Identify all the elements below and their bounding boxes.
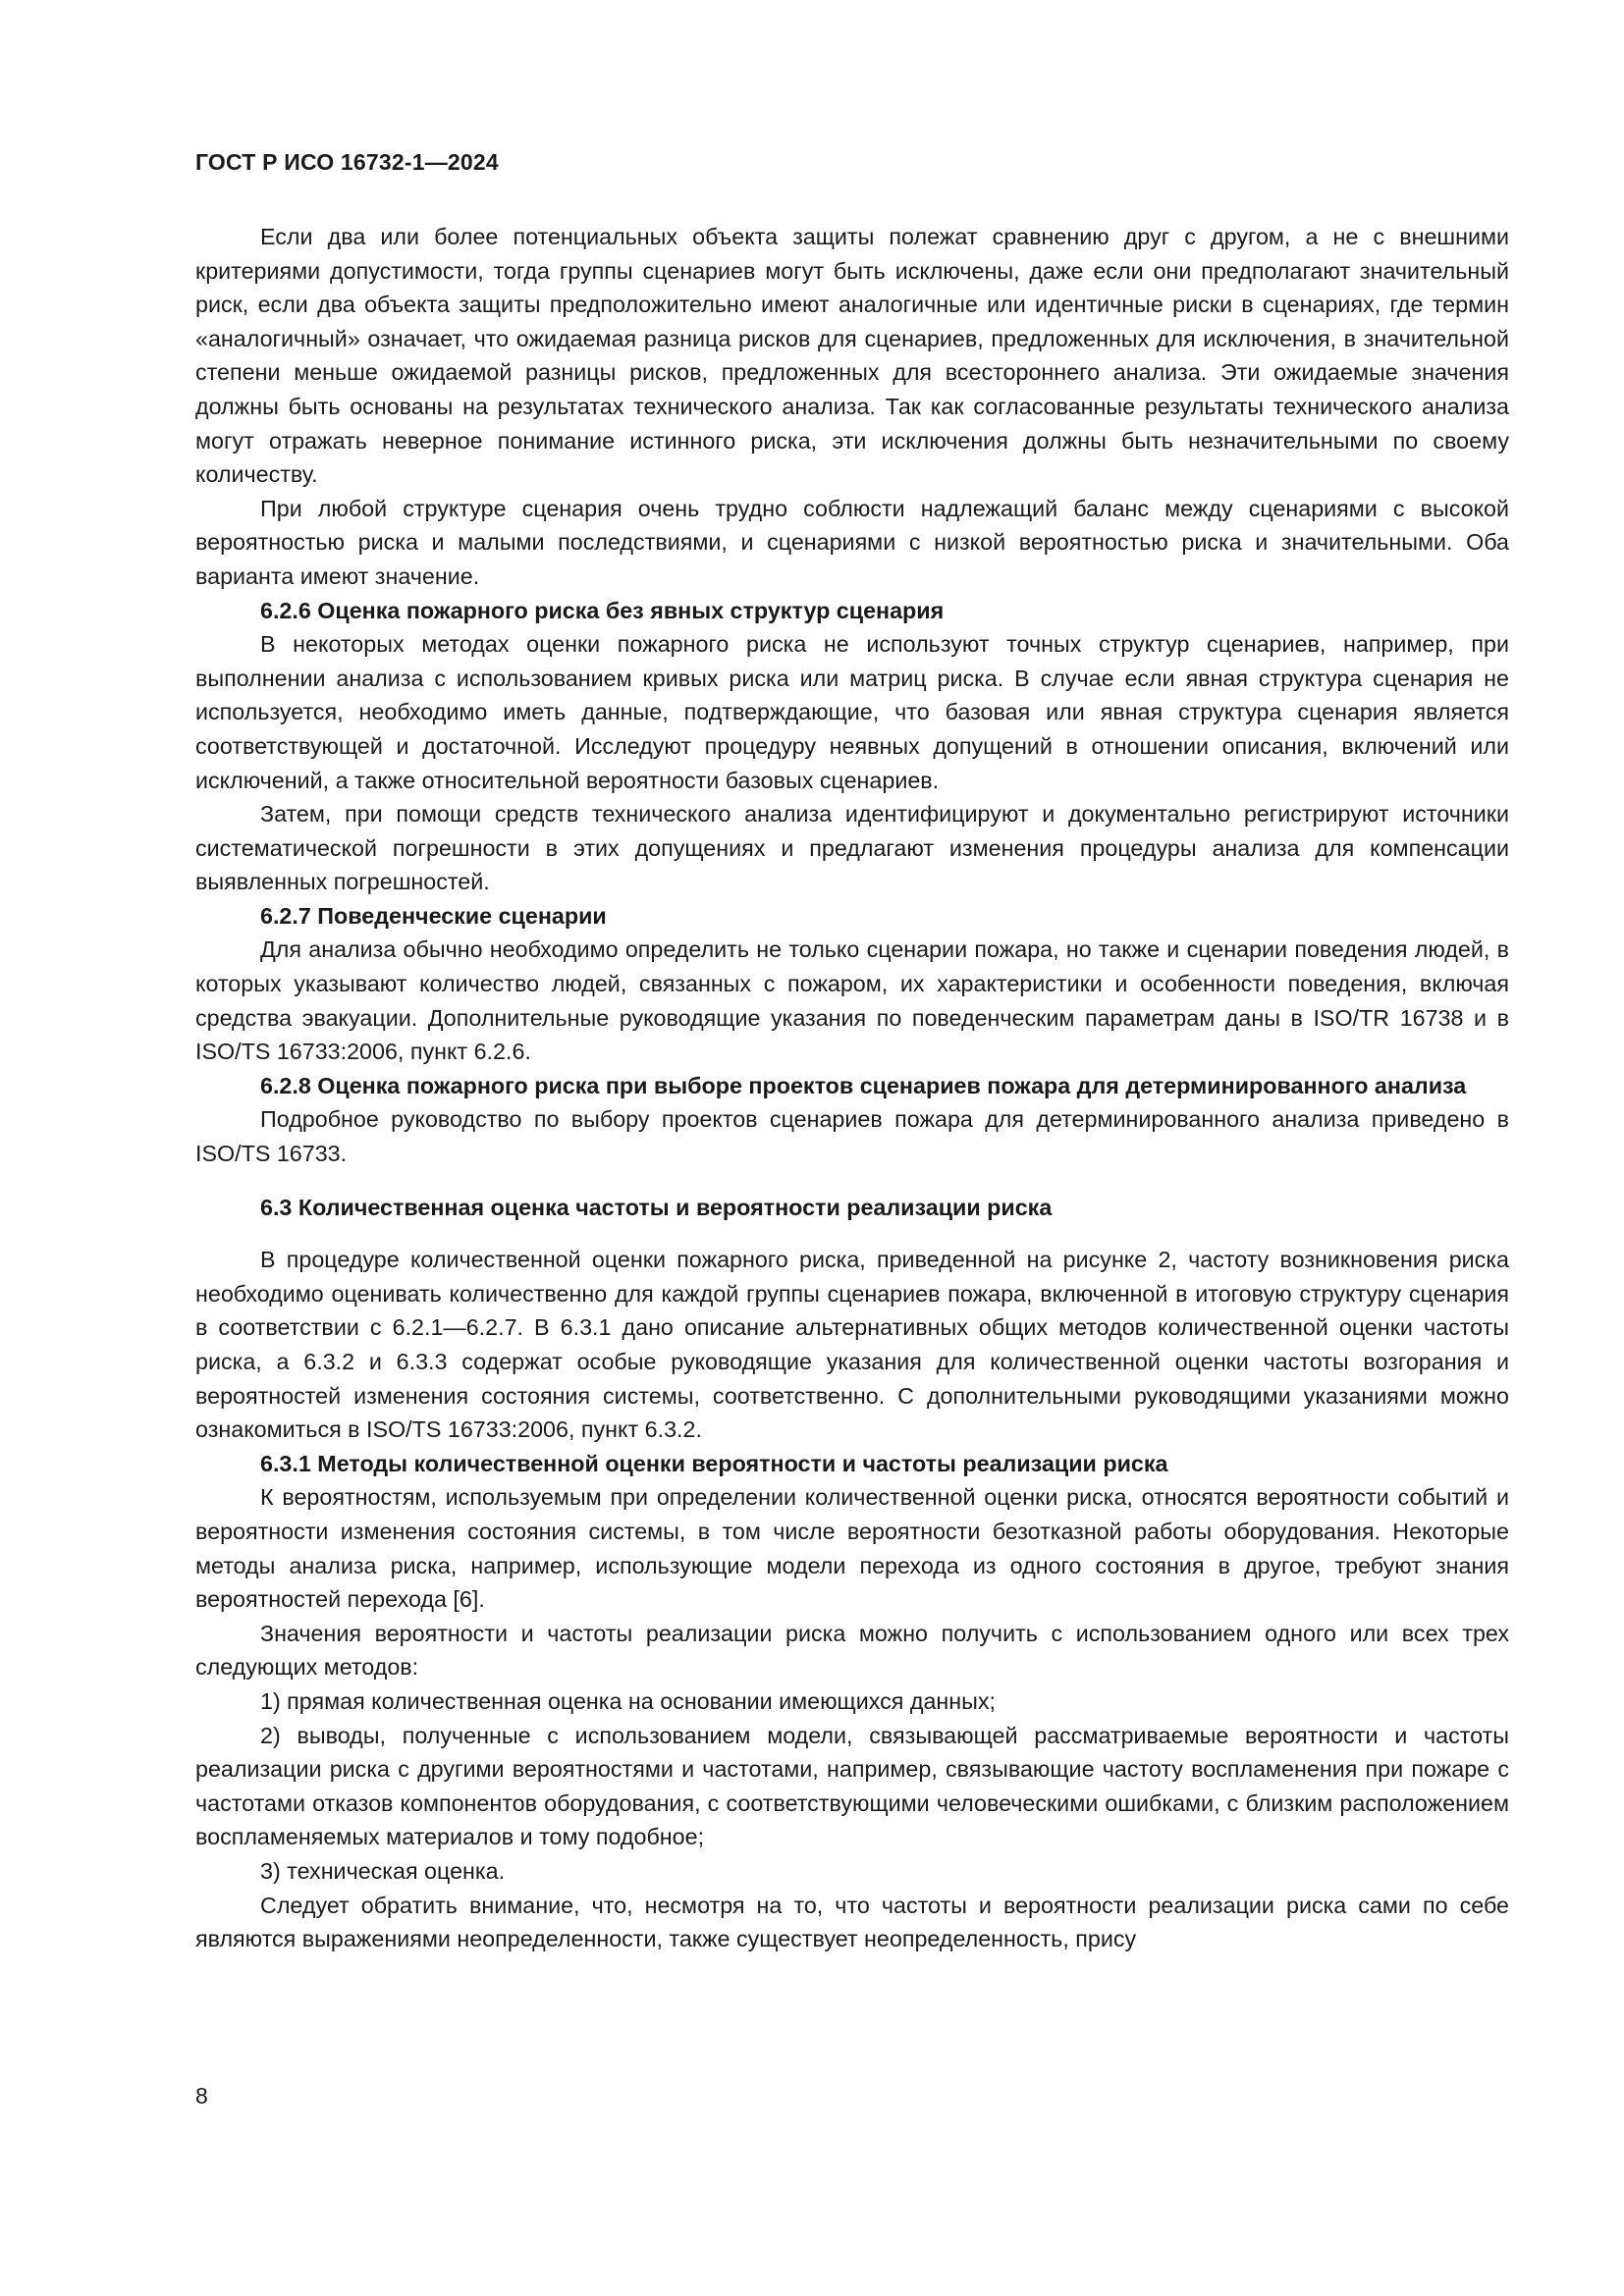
list-item: 3) техническая оценка.: [260, 1857, 506, 1884]
subsection-heading: 6.3.1 Методы количественной оценки вероятности и частоты реализации риска: [260, 1450, 1168, 1476]
paragraph: Подробное руководство по выбору проектов сценариев пожара для детерминированного анализа приведено в ISO/TS 16733.: [195, 1106, 1509, 1167]
standard-header: ГОСТ Р ИСО 16732-1—2024: [195, 149, 499, 175]
paragraph: В некоторых методах оценки пожарного риска не используют точных структур сценариев, например, при выполнении анализа с использованием кривых риска или матриц риска. В случае если явная структура сценария не используется, необходимо иметь данные, подтверждающие, что базовая или явная структура сценария является соответствующей и достаточной. Исследуют процедуру неявных допущений в отношении описания, включений или исключений, а также относительной вероятности базовых сценариев.: [195, 631, 1509, 793]
paragraph: Если два или более потенциальных объекта защиты полежат сравнению друг с другом, а не с внешними критериями допустимости, тогда группы сценариев могут быть исключены, даже если они предполагают значительный риск, если два объекта защиты предположительно имеют аналогичные или идентичные риски в сценариях, где термин «аналогичный» означает, что ожидаемая разница рисков для сценариев, предложенных для исключения, в значительной степени меньше ожидаемой разницы рисков, предложенных для всестороннего анализа. Эти ожидаемые значения должны быть основаны на результатах технического анализа. Так как согласованные результаты технического анализа могут отражать неверное понимание истинного риска, эти исключения должны быть незначительными по своему количеству.: [195, 224, 1509, 488]
subsection-heading: 6.2.7 Поведенческие сценарии: [260, 902, 607, 929]
page-number: 8: [195, 2083, 208, 2109]
subsection-heading: 6.2.8 Оценка пожарного риска при выборе проектов сценариев пожара для детерминированного анализа: [260, 1072, 1467, 1098]
paragraph: Для анализа обычно необходимо определить не только сценарии пожара, но также и сценарии поведения людей, в которых указывают количество людей, связанных с пожаром, их характеристики и особенности поведения, включая средства эвакуации. Дополнительные руководящие указания по поведенческим параметрам даны в ISO/TR 16738 и в ISO/TS 16733:2006, пункт 6.2.6.: [195, 936, 1509, 1065]
paragraph: При любой структуре сценария очень трудно соблюсти надлежащий баланс между сценариями с высокой вероятностью риска и малыми последствиями, и сценариями с низкой вероятностью риска и значительными. Оба варианта имеют значение.: [195, 495, 1509, 589]
paragraph: Затем, при помощи средств технического анализа идентифицируют и документально регистрируют источники систематической погрешности в этих допущениях и предлагают изменения процедуры анализа для компенсации выявленных погрешностей.: [195, 801, 1509, 895]
paragraph: Следует обратить внимание, что, несмотря на то, что частоты и вероятности реализации риска сами по себе являются выражениями неопределенности, также существует неопределенность, прису: [195, 1892, 1509, 1952]
list-item: 1) прямая количественная оценка на основании имеющихся данных;: [260, 1687, 997, 1714]
list-item: 2) выводы, полученные с использованием модели, связывающей рассматриваемые вероятности и частоты реализации риска с другими вероятностями и частотами, например, связывающие частоту воспламенения при пожаре с частотами отказов компонентов оборудования, с соответствующими человеческими ошибками, с близким расположением воспламеняемых материалов и тому подобное;: [195, 1722, 1509, 1850]
paragraph: В процедуре количественной оценки пожарного риска, приведенной на рисунке 2, частоту возникновения риска необходимо оценивать количественно для каждой группы сценариев пожара, включенной в итоговую структуру сценария в соответствии с 6.2.1—6.2.7. В 6.3.1 дано описание альтернативных общих методов количественной оценки частоты риска, а 6.3.2 и 6.3.3 содержат особые руководящие указания для количественной оценки частоты возгорания и вероятностей изменения состояния системы, соответственно. С дополнительными руководящими указаниями можно ознакомиться в ISO/TS 16733:2006, пункт 6.3.2.: [195, 1247, 1509, 1443]
section-heading: 6.3 Количественная оценка частоты и вероятности реализации риска: [260, 1194, 1053, 1220]
paragraph: К вероятностям, используемым при определении количественной оценки риска, относятся вероятности событий и вероятности изменения состояния системы, в том числе вероятности безотказной работы оборудования. Некоторые методы анализа риска, например, использующие модели перехода из одного состояния в другое, требуют знания вероятностей перехода [6].: [195, 1484, 1509, 1613]
document-body: [195, 220, 1509, 1956]
subsection-heading: 6.2.6 Оценка пожарного риска без явных структур сценария: [260, 597, 945, 623]
paragraph: Значения вероятности и частоты реализации риска можно получить с использованием одного или всех трех следующих методов:: [195, 1620, 1509, 1681]
